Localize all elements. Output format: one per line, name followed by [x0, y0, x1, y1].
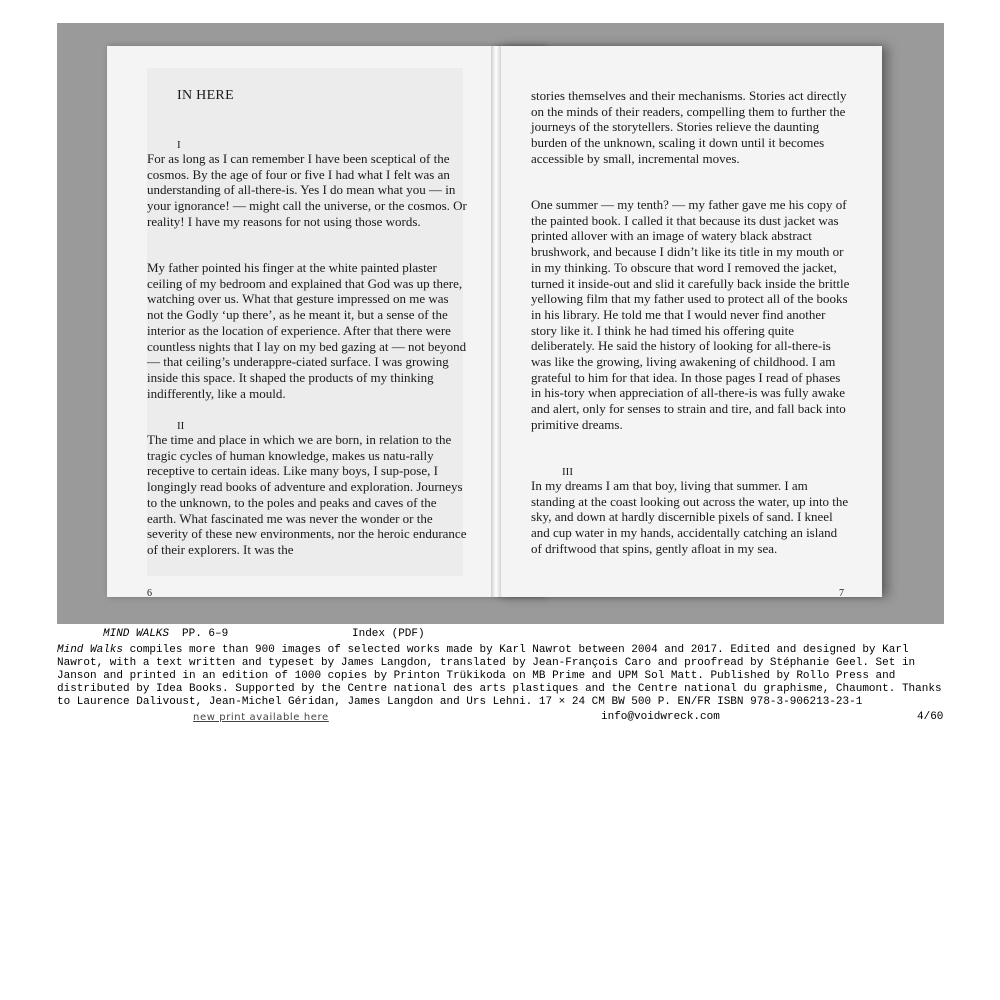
left-paragraph-1: For as long as I can remember I have been sceptical of the cosmos. By the age of four or five I had what I felt was an understanding of all-there-is. Yes I do mean what you — in your ignorance! — might call the universe, or the cosmos. Or reality! I have my reasons for not using those words. [147, 151, 467, 229]
right-page [496, 46, 882, 597]
left-paragraph-3: The time and place in which we are born, in relation to the tragic cycles of human knowledge, makes us natu-rally receptive to certain ideas. Like many boys, I sup-pose, I longingly read books of adventure and exploration. Journeys to the unknown, to the poles and peaks and caves of the earth. What fascinated me was never the wonder or the severity of these new environments, nor the heroic endurance of their explorers. It was the [147, 432, 467, 557]
project-description [57, 644, 944, 709]
book-photo [57, 23, 944, 624]
section-number-3: III [562, 466, 573, 478]
right-paragraph-3: In my dreams I am that boy, living that summer. I am standing at the coast looking out across the water, up into the sky, and down at hardly discernible pixels of sand. I kneel and cup water in my hands, accidentally catching an island of driftwood that spins, gently afloat in my sea. [531, 478, 849, 556]
right-paragraph-2: One summer — my tenth? — my father gave me his copy of the painted book. I called it that because its dust jacket was printed allover with an image of watery black abstract brushwork, and because I didn’t like its title in my mouth or in my thinking. To obscure that word I removed the jacket, turned it inside-out and slid it carefully back inside the brittle yellowing film that my father used to protect all of the books in his library. He told me that I would never find another story like it. I think he had timed his offering quite deliberately. He said the history of looking for all-there-is was like the growing, living awakening of childhood. I am grateful to him for that idea. In those pages I read of phases in his-tory when appreciation of all-there-is was fully awake and alert, only for senses to strain and tire, and fall back into primitive dreams. [531, 197, 850, 432]
left-page-number: 6 [147, 588, 152, 599]
section-number-1: I [177, 139, 181, 151]
description-text: compiles more than 900 images of selected works made by Karl Nawrot between 2004 and 2017. Edited and designed by Karl Nawrot, with a text written and typeset by James Langdon, translated by Jean-François Caro and proofread by Stéphanie Geel. Set in Janson and printed in an edition of 1000 copies by Printon Trükikoda on MB Prime and UPM Sol Matt. Published by Rollo Press and distributed by Idea Books. Supported by the Centre national des arts plastiques and the Centre national du graphisme, Chaumont. Thanks to Laurence Dalivoust, Jean-Michel Géridan, James Langdon and Urs Lehni. 17 × 24 CM BW 500 P. EN/FR ISBN 978-3-906213-23-1 [57, 644, 942, 708]
book-spine [491, 46, 501, 597]
new-print-link[interactable]: new print available here [193, 712, 329, 723]
chapter-heading: IN HERE [177, 88, 234, 103]
left-page [107, 46, 544, 597]
contact-email-link[interactable]: info@voidwreck.com [601, 711, 720, 723]
index-pdf-link[interactable]: Index (PDF) [352, 628, 425, 640]
left-paragraph-2: My father pointed his finger at the white painted plaster ceiling of my bedroom and explained that God was up there, watching over us. What that gesture impressed on me was not the Godly ‘up there’, as he meant it, but a sense of the interior as the location of experience. After that there were countless nights that I lay on my bed gazing at — not beyond — that ceiling’s underappre-ciated surface. I was growing inside this space. It shaped the products of my thinking indifferently, like a mould. [147, 260, 467, 401]
section-number-2: II [177, 420, 185, 432]
right-page-number: 7 [839, 588, 844, 599]
image-counter: 4/60 [917, 711, 944, 723]
right-paragraph-1: stories themselves and their mechanisms. Stories act directly on the minds of their readers, compelling them to further the journeys of the storytellers. Stories relieve the daunting burden of the unknown, scaling it down until it becomes accessible by small, incremental moves. [531, 88, 847, 166]
project-title: MIND WALKS [103, 628, 170, 640]
description-title: Mind Walks [57, 644, 124, 656]
page-range: PP. 6–9 [182, 628, 229, 640]
